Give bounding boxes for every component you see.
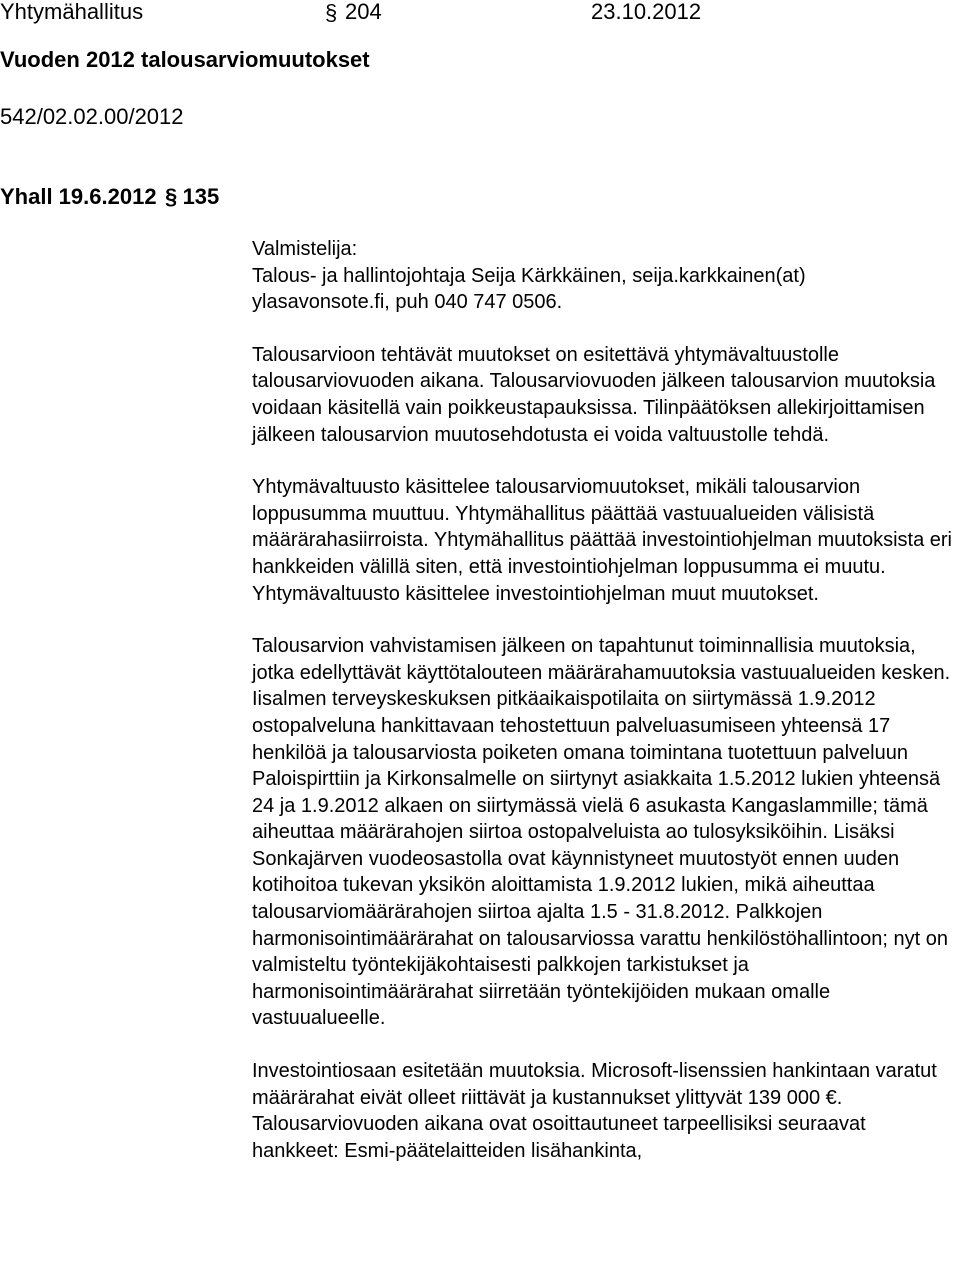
svg-text:§: § — [325, 0, 338, 24]
paragraph-1: Talousarvioon tehtävät muutokset on esitettävä yhtymävaltuustolle talousarviovuoden aikana. Talousarviovuoden jälkeen talousarvion muutoksia voidaan käsitellä vain poikkeustapauksissa. Tilinpäätöksen allekirjoittamisen jälkeen talousarvion muutosehdotusta ei voida valtuustolle tehdä. — [252, 343, 936, 446]
paragraph-2: Yhtymävaltuusto käsittelee talousarviomuutokset, mikäli talousarvion loppusumma muuttuu. Yhtymähallitus päättää vastuualueiden välisistä määrärahasiirroista. Yhtymähallitus päättää investointiohjelman muutoksista eri hankkeiden välillä siten, että investointiohjelman loppusumma ei muutu. Yhtymävaltuusto käsittelee investointiohjelman muut muutokset. — [252, 476, 952, 605]
organization-name: Yhtymähallitus — [0, 0, 144, 24]
spacer — [252, 448, 957, 474]
document-title: Vuoden 2012 talousarviomuutokset — [0, 47, 370, 72]
meeting-reference — [0, 184, 219, 210]
meeting-number: 135 — [182, 184, 220, 209]
document-header — [0, 0, 702, 24]
paragraph-3: Talousarvion vahvistamisen jälkeen on tapahtunut toiminnallisia muutoksia, jotka edellyttävät käyttötalouteen määrärahamuutoksia vastuualueiden kesken. Iisalmen terveyskeskuksen pitkäaikaispotilaita on siirtymässä 1.9.2012 ostopalveluna hankittavaan tehostettuun palveluasumiseen yhteensä 17 henkilöä ja talousarviosta poiketen omana toimintana tuotettuun palveluun Paloispirttiin ja Kirkonsalmelle on siirtynyt asiakkaita 1.5.2012 lukien yhteensä 24 ja 1.9.2012 alkaen on siirtymässä vielä 6 asukasta Kangaslammille; tämä aiheuttaa määrärahojen siirtoa ostopalveluista ao tulosyksiköihin. Lisäksi Sonkajärven vuodeosastolla ovat käynnistyneet muutostyöt ennen uuden kotihoitoa tukevan yksikön aloittamista 1.9.2012 lukien, mikä aiheuttaa talousarviomäärärahojen siirtoa ajalta 1.5 - 31.8.2012. Palkkojen harmonisointimäärärahat on talousarviossa varattu henkilöstöhallintoon; nyt on valmisteltu työntekijäkohtaisesti palkkojen tarkistukset ja harmonisointimäärärahat siirretään työntekijöiden mukaan omalle vastuualueelle. — [252, 635, 951, 1030]
section-sign-icon — [165, 184, 179, 208]
spacer — [252, 607, 957, 633]
section-sign-icon — [325, 0, 339, 24]
preparer-label: Valmistelija: — [252, 238, 358, 260]
preparer-line-2: ylasavonsote.fi, puh 040 747 0506. — [252, 291, 563, 314]
preparer-line-1: Talous- ja hallintojohtaja Seija Kärkkäinen, seija.karkkainen(at) — [252, 264, 806, 287]
document-body — [252, 236, 957, 1164]
section-number: 204 — [345, 0, 382, 24]
spacer — [252, 1032, 957, 1058]
svg-text:§: § — [164, 184, 177, 208]
paragraph-4: Investointiosaan esitetään muutoksia. Microsoft-lisenssien hankintaan varatut määrärahat eivät olleet riittävät ja kustannukset ylittyvät 139 000 €. Talousarviovuoden aikana ovat osoittautuneet tarpeellisiksi seuraavat hankkeet: Esmi-päätelaitteiden lisähankinta, — [252, 1060, 937, 1162]
spacer — [252, 316, 957, 342]
meeting-label: Yhall 19.6.2012 — [0, 184, 157, 209]
header-date: 23.10.2012 — [591, 0, 702, 24]
reference-number: 542/02.02.00/2012 — [0, 104, 184, 129]
